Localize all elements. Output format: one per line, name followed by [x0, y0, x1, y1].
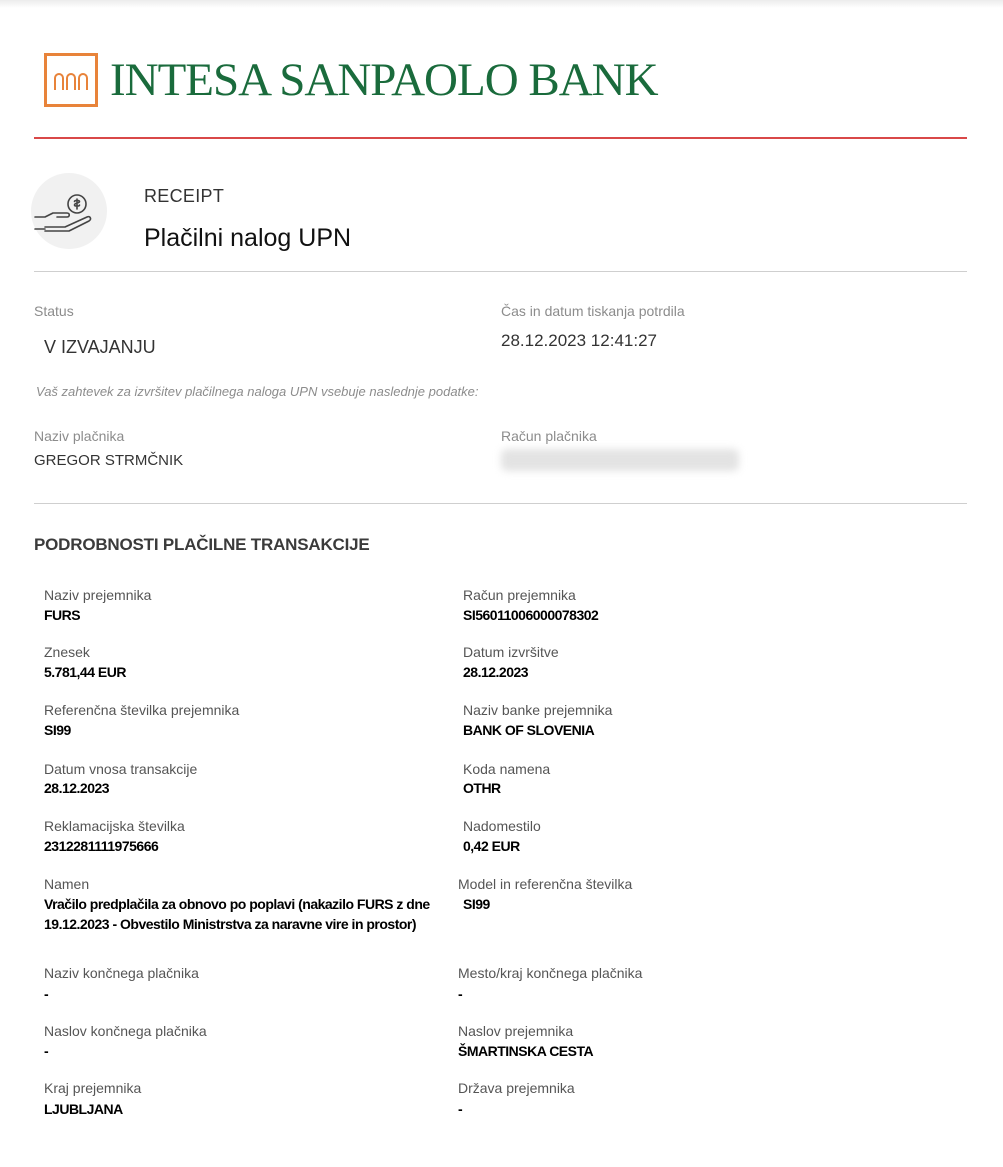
payer-name-value: GREGOR STRMČNIK — [34, 452, 184, 469]
field-value: FURS — [44, 607, 81, 623]
field-label: Naslov prejemnika — [458, 1023, 574, 1039]
field-label: Država prejemnika — [458, 1080, 575, 1096]
status-value: V IZVAJANJU — [44, 337, 156, 357]
field-label: Naziv končnega plačnika — [44, 965, 199, 981]
request-note: Vaš zahtevek za izvršitev plačilnega naloga UPN vsebuje naslednje podatke: — [36, 384, 479, 399]
field-label: Nadomestilo — [463, 818, 541, 834]
field-value: LJUBLJANA — [44, 1101, 123, 1117]
field-value: SI56011006000078302 — [463, 607, 599, 623]
field-label: Kraj prejemnika — [44, 1080, 142, 1096]
bank-name: INTESA SANPAOLO BANK — [110, 54, 658, 106]
field-value: 2312281111975666 — [44, 838, 159, 854]
field-value: OTHR — [463, 780, 501, 796]
field-value: - — [458, 986, 463, 1002]
payer-divider — [34, 503, 967, 504]
title-divider — [34, 271, 967, 272]
field-value: 28.12.2023 — [463, 664, 529, 680]
field-value: - — [458, 1101, 463, 1117]
header-divider — [34, 137, 967, 139]
hand-coin-icon — [31, 173, 107, 249]
field-label: Model in referenčna številka — [458, 876, 633, 892]
print-time-value: 28.12.2023 12:41:27 — [501, 331, 657, 350]
field-label: Koda namena — [463, 761, 551, 777]
payer-name-label: Naziv plačnika — [34, 428, 125, 444]
payer-account-redacted — [501, 449, 739, 471]
field-value: SI99 — [44, 722, 71, 738]
field-label: Mesto/kraj končnega plačnika — [458, 965, 643, 981]
field-value: BANK OF SLOVENIA — [463, 722, 595, 738]
field-label: Reklamacijska številka — [44, 818, 185, 834]
receipt-label: RECEIPT — [144, 186, 225, 206]
section-title: PODROBNOSTI PLAČILNE TRANSAKCIJE — [34, 535, 370, 554]
field-value: - — [44, 1043, 49, 1059]
intesa-arches-logo-icon — [44, 53, 98, 107]
field-label: Referenčna številka prejemnika — [44, 702, 240, 718]
field-value: 0,42 EUR — [463, 838, 520, 854]
field-label: Naslov končnega plačnika — [44, 1023, 207, 1039]
field-value: 28.12.2023 — [44, 780, 110, 796]
top-shade — [0, 0, 1003, 8]
field-value: 5.781,44 EUR — [44, 664, 126, 680]
print-time-label: Čas in datum tiskanja potrdila — [501, 303, 685, 319]
field-label: Znesek — [44, 644, 90, 660]
field-label: Namen — [44, 876, 90, 892]
field-label: Naziv banke prejemnika — [463, 702, 613, 718]
payer-account-label: Račun plačnika — [501, 428, 597, 444]
document-title: Plačilni nalog UPN — [144, 224, 352, 252]
field-value: - — [44, 986, 49, 1002]
field-label: Datum vnosa transakcije — [44, 761, 198, 777]
status-label: Status — [34, 303, 74, 319]
field-label: Naziv prejemnika — [44, 587, 152, 603]
field-label: Račun prejemnika — [463, 587, 576, 603]
field-label: Datum izvršitve — [463, 644, 559, 660]
field-value: ŠMARTINSKA CESTA — [458, 1043, 594, 1059]
field-value: SI99 — [463, 896, 490, 912]
purpose-value: Vračilo predplačila za obnovo po poplavi (nakazilo FURS z dne 19.12.2023 - Obvestilo Ministrstva za naravne vire in prostor) — [44, 896, 430, 932]
